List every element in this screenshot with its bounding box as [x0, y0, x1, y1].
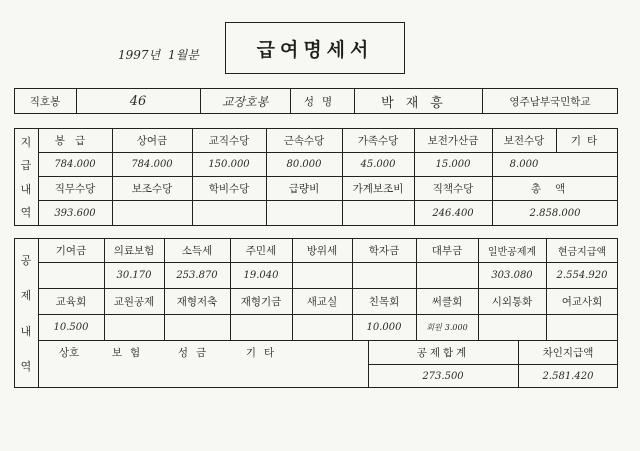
- pay-value-cell: 8.000: [509, 158, 539, 170]
- ded-header-cell: 차인지급액: [542, 346, 594, 359]
- ded-value-cell: 10.000: [366, 321, 402, 333]
- pay-value-cell: [266, 200, 342, 226]
- ded-header-cell: 기여금: [55, 244, 87, 257]
- ded-header-cell: 소득세: [181, 244, 213, 257]
- pay-header-cell: 교직수당: [208, 134, 250, 147]
- school-name: 영주남부국민학교: [509, 95, 591, 108]
- pay-header-cell: 보조수당: [131, 182, 173, 195]
- ded-value-cell: [104, 314, 164, 340]
- ded-header-cell: 재형기금: [240, 295, 282, 308]
- title-box: [225, 22, 405, 74]
- pay-header-cell: 근속수당: [283, 134, 325, 147]
- ded-header-cell: 교원공제: [113, 295, 155, 308]
- ded-header-cell: 주민세: [245, 244, 277, 257]
- ded-value-cell: 253.870: [176, 269, 218, 281]
- ded-header-cell: 기타: [245, 346, 283, 359]
- ded-header-cell: 방위세: [306, 244, 338, 257]
- ded-header-cell: 상호: [58, 346, 80, 359]
- deduction-section-label: 공 제 내 역: [20, 253, 32, 374]
- ded-header-cell: 학자금: [368, 244, 400, 257]
- ded-header-cell: 여교사회: [561, 295, 603, 308]
- ded-value-cell: 19.040: [243, 269, 279, 281]
- ded-header-cell: 써클회: [431, 295, 463, 308]
- pay-value-cell: 80.000: [286, 158, 322, 170]
- pay-value-cell: [112, 200, 192, 226]
- ded-value-cell: [38, 262, 104, 288]
- pay-header-cell: 직책수당: [432, 182, 474, 195]
- pay-header-cell: 가족수당: [357, 134, 399, 147]
- ded-circle-cell: [416, 314, 478, 340]
- pay-header-cell: 기타: [570, 134, 604, 147]
- ded-value-cell: 2.554.920: [556, 269, 608, 281]
- pay-header-cell: 총액: [530, 182, 580, 195]
- circle-value: 3.000: [444, 322, 468, 332]
- pay-header-cell: 직무수당: [54, 182, 96, 195]
- pay-total-value: 2.858.000: [529, 207, 581, 219]
- ded-header-cell: 새교실: [306, 295, 338, 308]
- position-label: 교장호봉: [221, 94, 269, 109]
- pay-header-cell: 보전가산금: [427, 134, 479, 147]
- ded-header-cell: 시외통화: [491, 295, 533, 308]
- pay-value-cell: 246.400: [432, 207, 474, 219]
- ded-header-cell: 친목회: [368, 295, 400, 308]
- pay-value-cell: 784.000: [131, 158, 173, 170]
- document-title: 급여명세서: [256, 39, 374, 61]
- ded-header-cell: 일반공제계: [487, 246, 537, 258]
- ded-value-cell: [292, 262, 352, 288]
- pay-header-cell: 봉급: [54, 134, 96, 147]
- pay-header-cell: 보전수당: [503, 134, 545, 147]
- pay-value-cell: 393.600: [54, 207, 96, 219]
- ded-value-cell: 30.170: [116, 269, 152, 281]
- ded-value-cell: [352, 262, 416, 288]
- ded-value-cell: [478, 314, 546, 340]
- pay-value-cell: 15.000: [435, 158, 471, 170]
- payment-section-label: 지 급 내 역: [20, 135, 32, 220]
- name-value: 박재흥: [381, 95, 455, 111]
- pay-value-cell: [556, 152, 618, 176]
- grade-label: 직호봉: [29, 95, 61, 108]
- pay-value-cell: 784.000: [54, 158, 96, 170]
- ded-header-cell: 재형저축: [176, 295, 218, 308]
- ded-header-cell: 현금지급액: [557, 246, 607, 258]
- grade-value: 46: [129, 93, 147, 109]
- ded-total-value: 273.500: [422, 370, 464, 382]
- ded-header-cell: 대부금: [431, 244, 463, 257]
- pay-header-cell: 가계보조비: [352, 182, 404, 195]
- ded-value-cell: 303.080: [491, 269, 533, 281]
- ded-value-cell: 10.500: [53, 321, 89, 333]
- ded-header-cell: 공제합계: [416, 346, 470, 359]
- period-year: 1997년: [118, 48, 161, 62]
- pay-value-cell: [192, 200, 266, 226]
- ded-value-cell: [230, 314, 292, 340]
- ded-header-cell: 교육회: [55, 295, 87, 308]
- circle-note: 회원: [426, 322, 442, 332]
- ded-value-cell: [292, 314, 352, 340]
- ded-value-cell: [416, 262, 478, 288]
- pay-header-cell: 상여금: [136, 134, 168, 147]
- pay-header-cell: 학비수당: [208, 182, 250, 195]
- ded-value-cell: [546, 314, 618, 340]
- name-label: 성명: [303, 95, 341, 108]
- ded-value-cell: [164, 314, 230, 340]
- ded-header-cell: 보험: [111, 346, 149, 359]
- period-month: 1월분: [168, 48, 199, 62]
- pay-header-cell: 급량비: [288, 182, 320, 195]
- ded-header-cell: 의료보험: [113, 244, 155, 257]
- pay-value-cell: 45.000: [360, 158, 396, 170]
- net-pay-value: 2.581.420: [542, 370, 594, 382]
- pay-value-cell: [342, 200, 414, 226]
- pay-value-cell: 150.000: [208, 158, 250, 170]
- ded-header-cell: 성금: [177, 346, 215, 359]
